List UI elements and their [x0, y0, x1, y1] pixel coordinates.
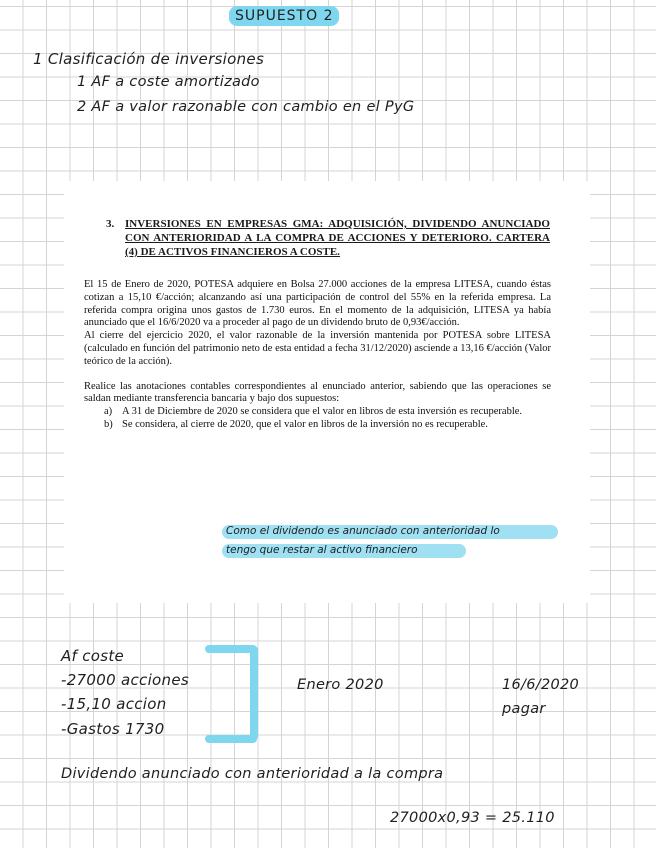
exercise-paragraph-1: El 15 de Enero de 2020, POTESA adquiere en Bolsa 27.000 acciones de la empresa LITESA, cuando éstas cotizan a 15,10 €/acción; alcanzando así una participación de control del 55% en la referida empresa. La referida compra origina unos gastos de 1.730 euros. En el momento de la adquisición, LITESA ya había anunciado que el 16/6/2020 va a proceder al pago de un dividendo bruto de 0,93€/acción.: [84, 279, 551, 329]
exercise-body: [84, 279, 551, 432]
bracket-stroke: [250, 646, 258, 740]
note-gastos: -Gastos 1730: [61, 720, 165, 738]
note-fecha-enero: Enero 2020: [297, 677, 384, 693]
item-marker: a): [104, 406, 113, 418]
note-heading-classification: 1 Clasificación de inversiones: [33, 50, 265, 68]
note-af-coste: Af coste: [61, 647, 125, 665]
note-item-amortized-cost: 1 AF a coste amortizado: [77, 74, 260, 90]
note-acciones: -27000 acciones: [61, 671, 189, 689]
exercise-paragraph-2: Al cierre del ejercicio 2020, el valor razonable de la inversión mantenida por POTESA sobre LITESA (calculado en función del patrimonio neto de esta entidad a fecha 31/12/2020) asciende a 13,16 €/acción (Valor teórico de la acción).: [84, 330, 551, 367]
note-item-fair-value: 2 AF a valor razonable con cambio en el PyG: [77, 99, 415, 115]
item-marker: b): [104, 418, 113, 430]
note-precio: -15,10 accion: [61, 695, 167, 713]
note-pagar: pagar: [502, 701, 546, 717]
annotation-line-1: Como el dividendo es anunciado con anterioridad lo: [226, 525, 500, 537]
note-fecha-dividendo: 16/6/2020: [502, 677, 580, 693]
bracket-stroke: [205, 735, 257, 743]
annotation-line-2: tengo que restar al activo financiero: [226, 544, 418, 556]
exercise-heading-text: INVERSIONES EN EMPRESAS GMA: ADQUISICIÓN, DIVIDENDO ANUNCIADO CON ANTERIORIDAD A LA COMPRA DE ACCIONES Y DETERIORO. CARTERA (4) DE ACTIVOS FINANCIEROS A COSTE.: [125, 218, 550, 258]
exercise-paragraph-3: Realice las anotaciones contables correspondientes al enunciado anterior, sabiendo que las operaciones se saldan mediante transferencia bancaria y bajo dos supuestos:: [84, 380, 551, 405]
note-dividendo: Dividendo anunciado con anterioridad a la compra: [61, 766, 444, 782]
exercise-heading: [106, 217, 550, 259]
item-text: Se considera, al cierre de 2020, que el valor en libros de la inversión no es recuperable.: [122, 418, 488, 430]
exercise-item-b: [84, 419, 551, 432]
exercise-number: 3.: [106, 218, 115, 230]
exercise-item-a: [84, 406, 551, 419]
page-title: SUPUESTO 2: [229, 6, 339, 26]
note-calculo: 27000x0,93 = 25.110: [390, 810, 555, 826]
item-text: A 31 de Diciembre de 2020 se considera que el valor en libros de esta inversión es recuperable.: [122, 406, 523, 418]
